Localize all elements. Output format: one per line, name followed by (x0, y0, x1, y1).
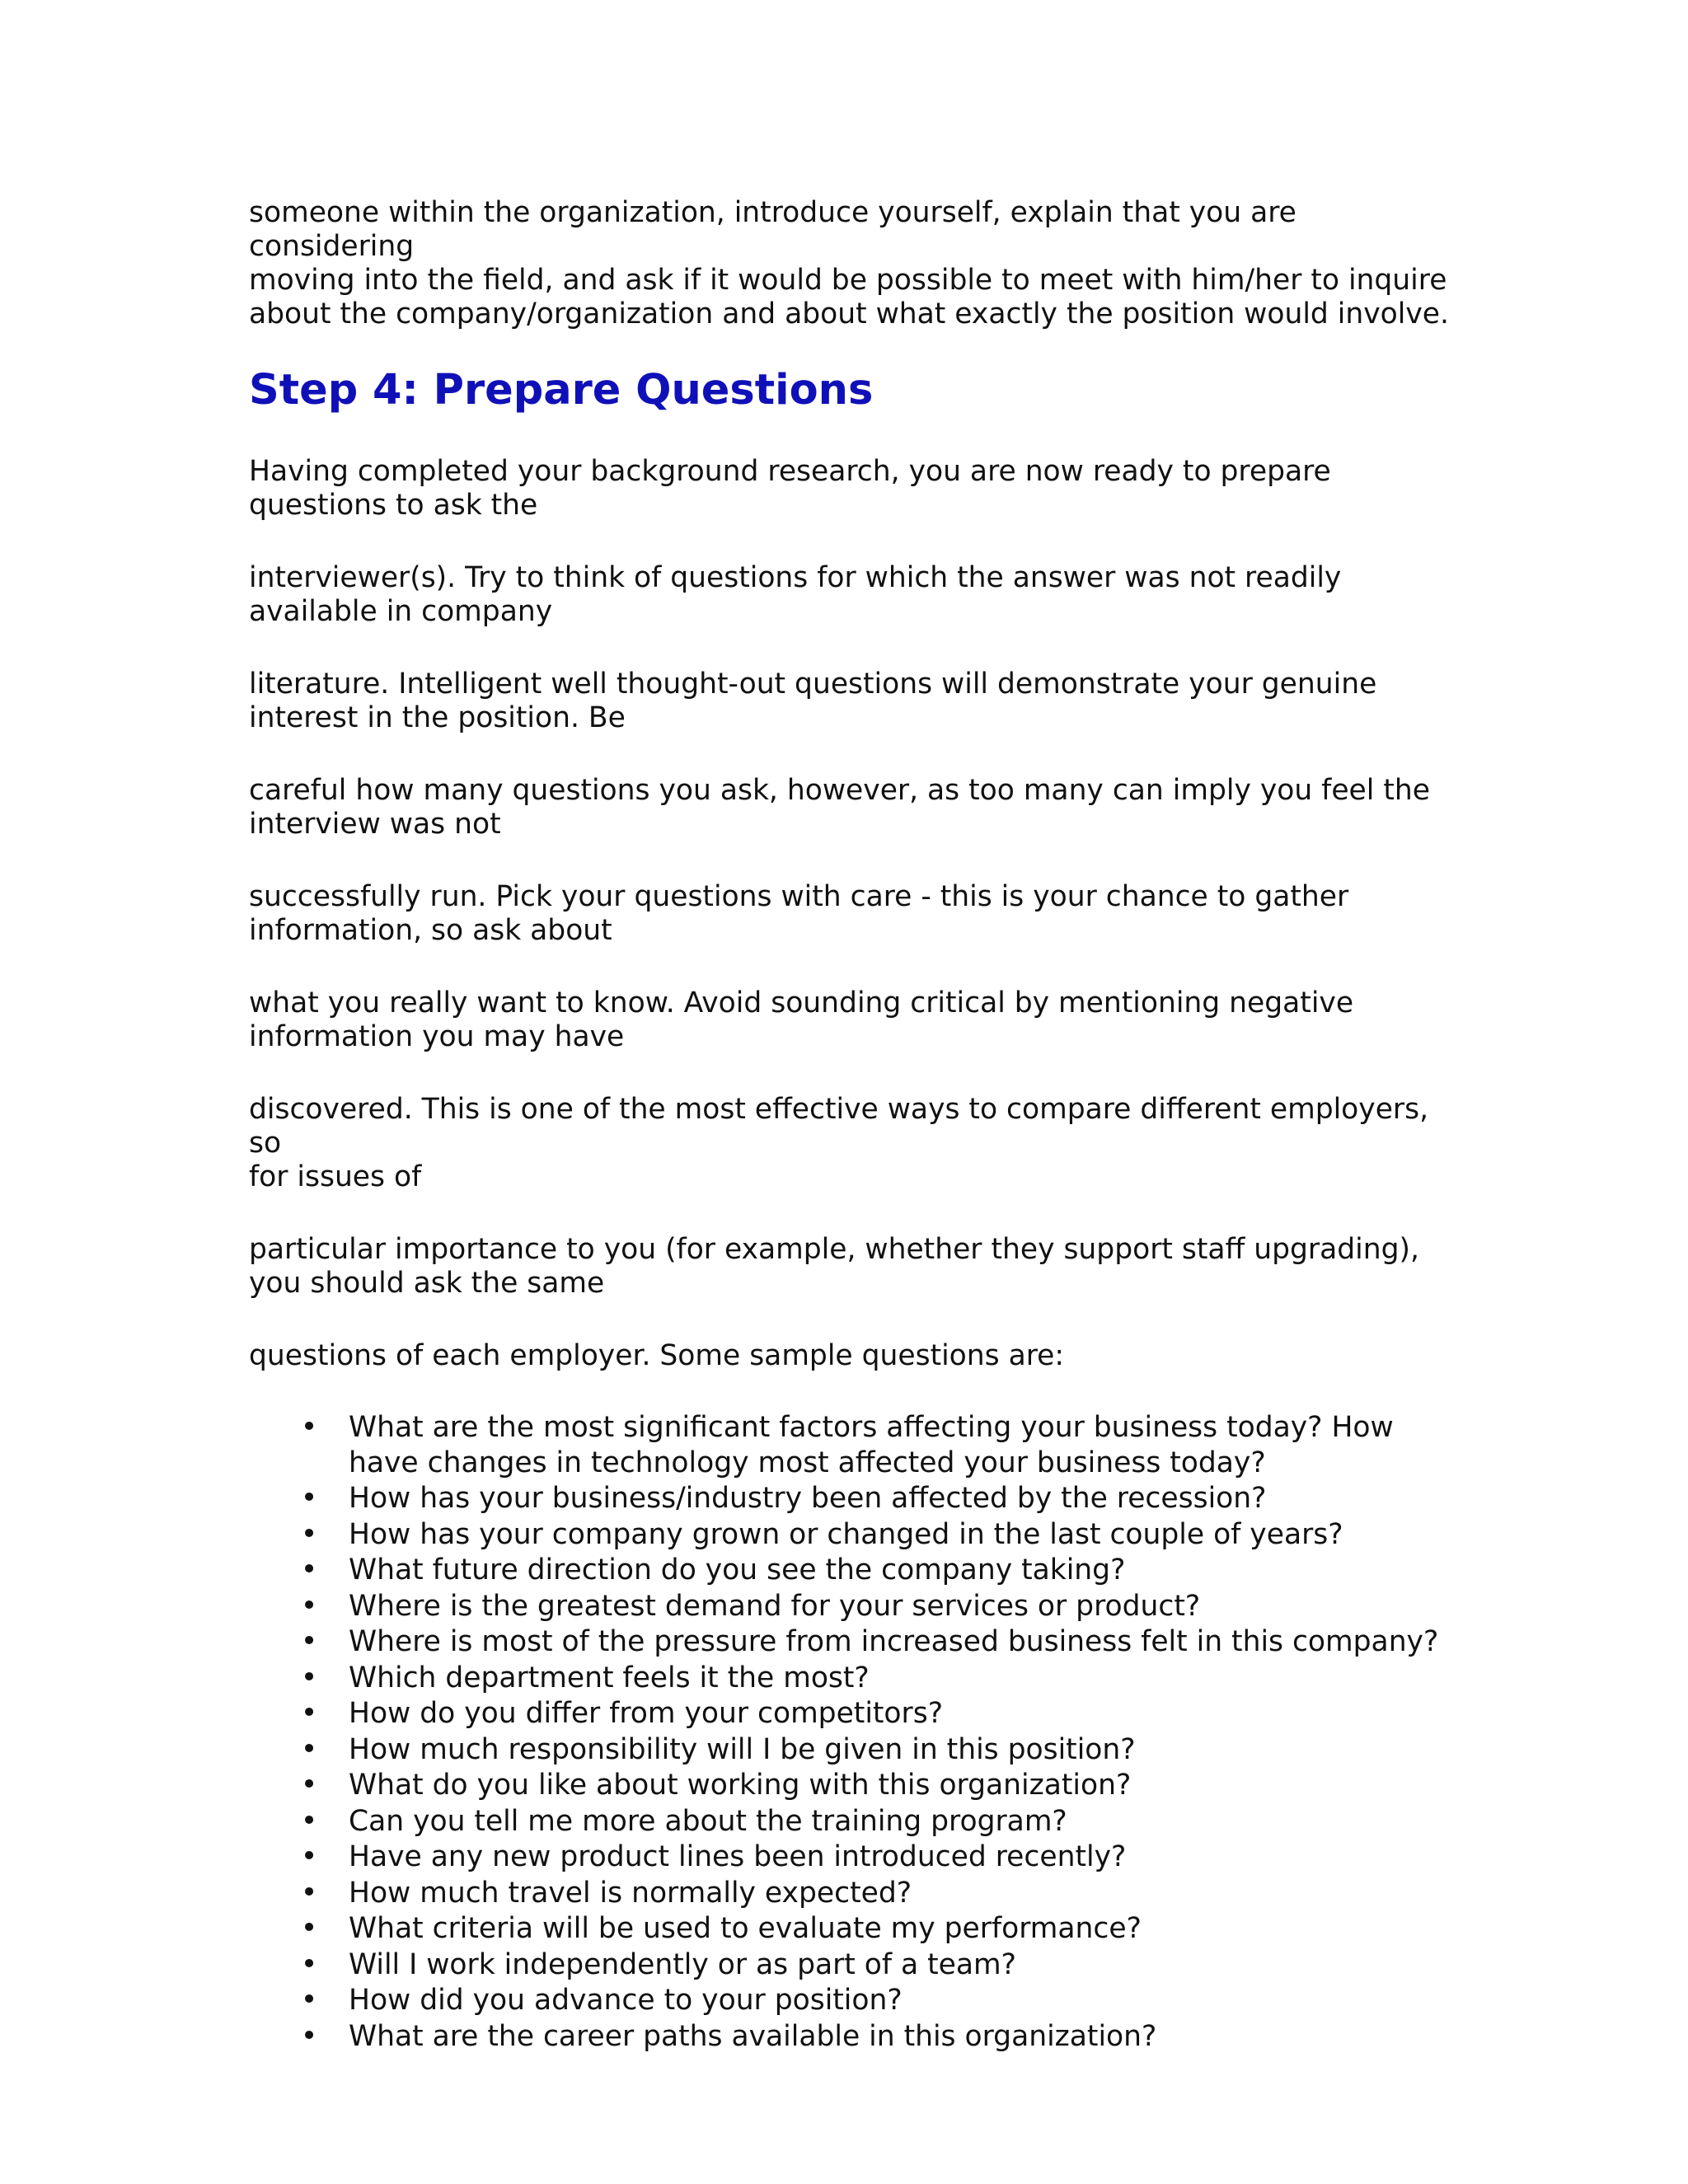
body-paragraph: Having completed your background research, you are now ready to prepare questions to ask the (249, 455, 1331, 522)
list-item (249, 1553, 1452, 1589)
bullet-icon: • (300, 1732, 318, 1766)
list-item (249, 1589, 1452, 1625)
bullet-icon: • (300, 1482, 318, 1515)
bullet-icon: • (300, 1697, 318, 1730)
question-text: What criteria will be used to evaluate my performance? (349, 1912, 1142, 1945)
list-item (249, 1661, 1452, 1697)
question-text: How has your company grown or changed in the last couple of years? (349, 1517, 1343, 1551)
document-content (249, 196, 1452, 2055)
question-text: How much travel is normally expected? (349, 1876, 912, 1910)
list-item (249, 1983, 1452, 2019)
list-item (249, 1696, 1452, 1732)
body-paragraph: particular importance to you (for example, whether they support staff upgrading), you should ask the same (249, 1233, 1419, 1300)
bullet-icon: • (300, 1661, 318, 1694)
list-item (249, 1804, 1452, 1840)
list-item (249, 1732, 1452, 1769)
bullet-icon: • (300, 1769, 318, 1802)
body-paragraph: what you really want to know. Avoid sounding critical by mentioning negative information you may have (249, 987, 1354, 1053)
list-item (249, 1768, 1452, 1804)
question-text: Have any new product lines been introduced recently? (349, 1840, 1127, 1873)
question-text: What future direction do you see the company taking? (349, 1554, 1126, 1586)
bullet-icon: • (300, 1589, 318, 1623)
question-text: What do you like about working with this organization? (349, 1769, 1132, 1802)
question-text: How has your business/industry been affected by the recession? (349, 1482, 1267, 1515)
body-paragraph: discovered. This is one of the most effective ways to compare different employers, so for issues of (249, 1093, 1429, 1193)
bullet-icon: • (300, 1876, 318, 1910)
intro-paragraph: someone within the organization, introduce yourself, explain that you are considering moving into the field, and ask if it would be possible to meet with him/her to inquire about the company/organization and about what exactly the position would involve. (249, 196, 1449, 330)
list-item (249, 1911, 1452, 1947)
list-item (249, 1410, 1452, 1481)
body-paragraph: interviewer(s). Try to think of questions for which the answer was not readily available in company (249, 561, 1342, 628)
question-text: Will I work independently or as part of a team? (349, 1947, 1016, 1981)
list-item (249, 1517, 1452, 1554)
list-item (249, 1840, 1452, 1876)
list-item (249, 1624, 1452, 1661)
question-text: How do you differ from your competitors? (349, 1697, 944, 1730)
question-text: Where is most of the pressure from increased business felt in this company? (349, 1625, 1439, 1658)
question-text: How did you advance to your position? (349, 1984, 903, 2017)
sample-questions-list (249, 1410, 1452, 2055)
question-text: Where is the greatest demand for your services or product? (349, 1589, 1201, 1623)
list-item (249, 1947, 1452, 1984)
bullet-icon: • (300, 1912, 318, 1945)
list-item (249, 1876, 1452, 1912)
question-text: Which department feels it the most? (349, 1661, 870, 1694)
bullet-icon: • (300, 1947, 318, 1981)
bullet-icon: • (300, 1517, 318, 1551)
section-heading: Step 4: Prepare Questions (249, 366, 874, 415)
bullet-icon: • (300, 1840, 318, 1873)
bullet-icon: • (300, 1625, 318, 1658)
question-text: What are the most significant factors affecting your business today? How have changes in technology most affected your business today? (349, 1411, 1394, 1479)
list-item (249, 1481, 1452, 1517)
body-paragraph: careful how many questions you ask, however, as too many can imply you feel the interview was not (249, 774, 1430, 841)
bullet-icon: • (300, 1411, 318, 1444)
bullet-icon: • (300, 1554, 318, 1586)
bullet-icon: • (300, 1804, 318, 1838)
body-paragraph: questions of each employer. Some sample questions are: (249, 1339, 1065, 1372)
bullet-icon: • (300, 1984, 318, 2017)
question-text: Can you tell me more about the training program? (349, 1804, 1067, 1838)
body-paragraph: successfully run. Pick your questions with care - this is your chance to gather information, so ask about (249, 880, 1349, 947)
question-text: How much responsibility will I be given in this position? (349, 1732, 1136, 1766)
question-text: What are the career paths available in this organization? (349, 2019, 1157, 2053)
bullet-icon: • (300, 2019, 318, 2053)
body-paragraph: literature. Intelligent well thought-out questions will demonstrate your genuine interest in the position. Be (249, 668, 1377, 734)
list-item (249, 2019, 1452, 2055)
